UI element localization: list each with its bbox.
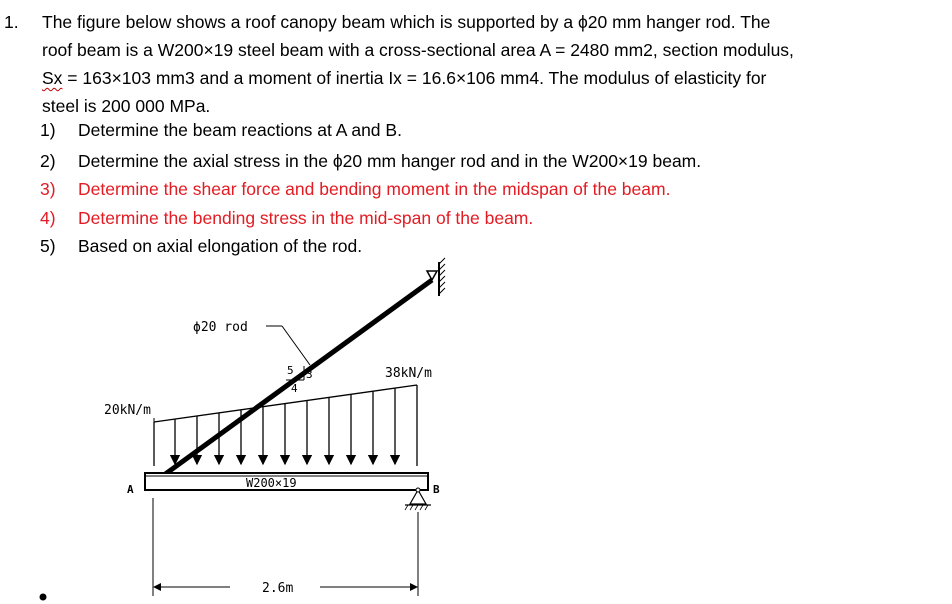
slope-5: 5 (287, 364, 294, 377)
task-1-number: 1) (40, 120, 56, 140)
task-4-text: Determine the bending stress in the mid-span of the beam. (78, 208, 534, 228)
task-3-number: 3) (40, 179, 56, 199)
task-2-text: Determine the axial stress in the ϕ20 mm hanger rod and in the W200×19 beam. (78, 151, 702, 171)
task-2-number: 2) (40, 151, 56, 171)
question-number: 1. (4, 12, 19, 32)
support-b-label: B (433, 483, 440, 496)
task-1-text: Determine the beam reactions at A and B. (78, 120, 402, 140)
beam-label: W200×19 (246, 476, 297, 490)
support-b-pin (405, 488, 431, 510)
task-4-number: 4) (40, 208, 56, 228)
support-a-label: A (127, 483, 134, 496)
task-3-text: Determine the shear force and bending moment in the midspan of the beam. (78, 179, 671, 199)
slope-4: 4 (291, 382, 298, 395)
span-label: 2.6m (262, 581, 294, 596)
sx-term: Sx (42, 68, 63, 88)
task-5-number: 5) (40, 236, 56, 256)
question-line-4: steel is 200 000 MPa. (42, 96, 211, 116)
load-right-label: 38kN/m (385, 366, 432, 381)
bullet-dot (40, 594, 47, 601)
question-line-3-rest: = 163×103 mm3 and a moment of inertia Ix = 16.6×106 mm4. The modulus of elasticity for (62, 68, 767, 88)
question-line-2: roof beam is a W200×19 steel beam with a cross-sectional area A = 2480 mm2, section modulus, (42, 40, 794, 60)
rod-wall-support (427, 258, 445, 296)
task-5-text: Based on axial elongation of the rod. (78, 236, 363, 256)
rod-label: ϕ20 rod (193, 320, 248, 335)
slope-triangle (286, 364, 313, 395)
span-dimension (153, 498, 418, 596)
distributed-load-arrows (175, 388, 395, 464)
question-line-1: The figure below shows a roof canopy beam which is supported by a ϕ20 mm hanger rod. The (42, 12, 771, 32)
slope-3: 3 (306, 368, 313, 381)
rod-label-leader-diag (282, 326, 310, 365)
load-left-label: 20kN/m (104, 403, 151, 418)
